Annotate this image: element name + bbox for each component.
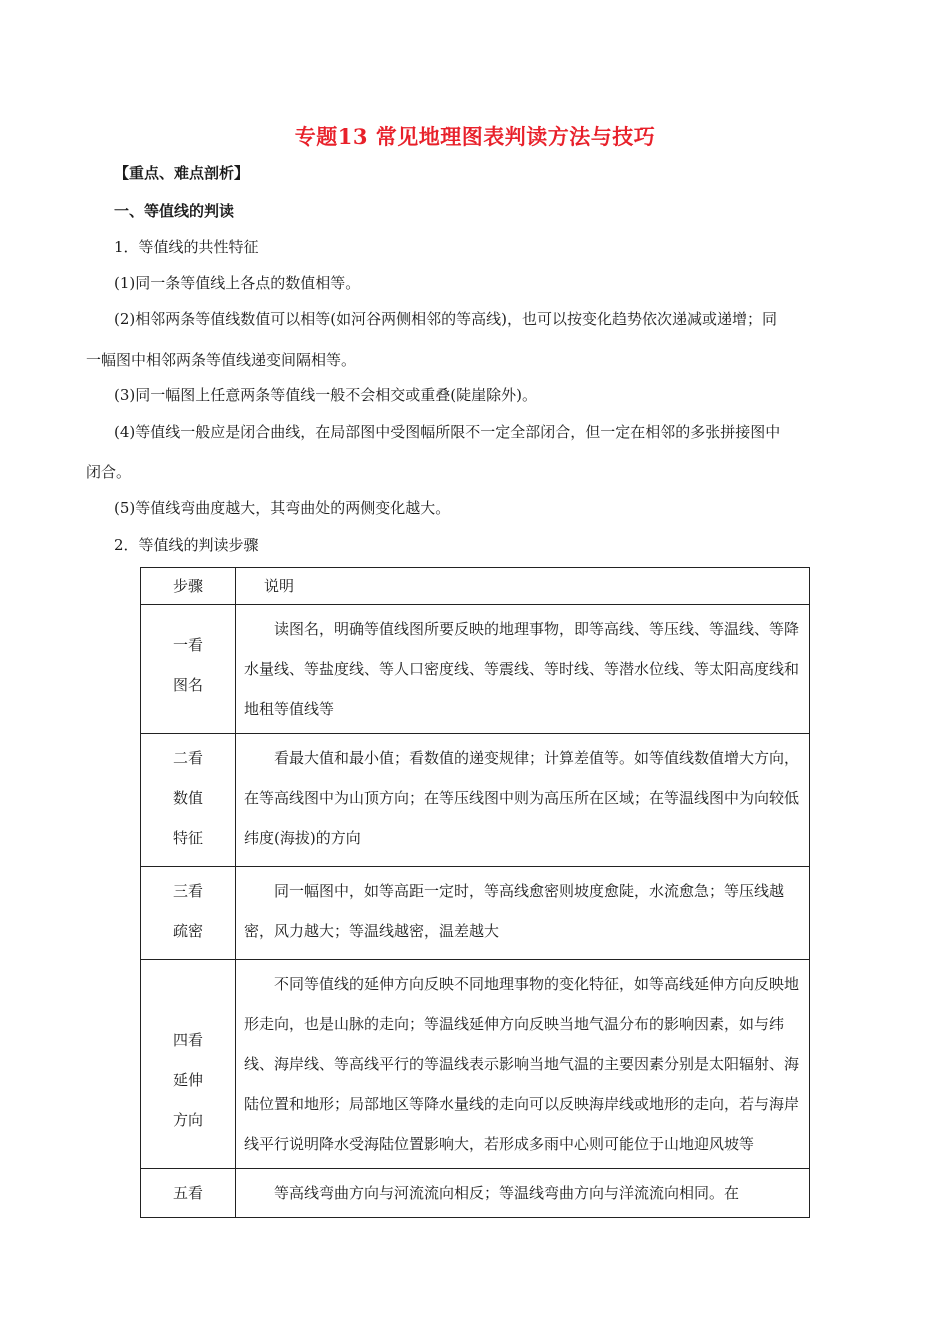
table-header-cell: 说明 [236, 568, 810, 605]
table-header-cell: 步骤 [141, 568, 236, 605]
table-row [141, 734, 810, 867]
desc-cell: 不同等值线的延伸方向反映不同地理事物的变化特征，如等高线延伸方向反映地形走向，也是山脉的走向；等温线延伸方向反映当地气温分布的影响因素，如与纬线、海岸线、等高线平行的等温线表示影响当地气温的主要因素分别是太阳辐射、海陆位置和地形；局部地区等降水量线的走向可以反映海岸线或地形的走向，若与海岸线平行说明降水受海陆位置影响大，若形成多雨中心则可能位于山地迎风坡等 [236, 960, 810, 1169]
table-header-row [141, 568, 810, 605]
step-label: 疏密 [172, 922, 203, 940]
table-row [141, 1169, 810, 1218]
table-row [141, 867, 810, 960]
feature-line: (5)等值线弯曲度越大，其弯曲处的两侧变化越大。 [114, 499, 451, 517]
step-label: 特征 [172, 829, 203, 847]
page-title: 专题13 常见地理图表判读方法与技巧 [294, 124, 656, 149]
step-label: 数值 [172, 789, 203, 807]
feature-line: (3)同一幅图上任意两条等值线一般不会相交或重叠(陡崖除外)。 [114, 386, 537, 404]
section-label: 【重点、难点剖析】 [114, 164, 250, 182]
step-label: 五看 [172, 1184, 203, 1202]
step-label: 延伸 [172, 1071, 203, 1089]
steps-table [140, 567, 810, 1218]
step-label: 三看 [172, 882, 203, 900]
step-cell [141, 605, 236, 734]
desc-cell: 等高线弯曲方向与河流流向相反；等温线弯曲方向与洋流流向相同。在 [236, 1169, 810, 1218]
step-cell [141, 734, 236, 867]
feature-line: 闭合。 [86, 463, 132, 481]
desc-cell: 同一幅图中，如等高距一定时，等高线愈密则坡度愈陡，水流愈急；等压线越密，风力越大；等温线越密，温差越大 [236, 867, 810, 960]
subheading: 1．等值线的共性特征 [114, 238, 259, 256]
step-label: 图名 [172, 676, 203, 694]
table-row [141, 605, 810, 734]
step-label: 四看 [172, 1031, 203, 1049]
step-cell [141, 1169, 236, 1218]
feature-line: (2)相邻两条等值线数值可以相等(如河谷两侧相邻的等高线)，也可以按变化趋势依次递减或递增；同 [114, 310, 777, 328]
desc-cell: 看最大值和最小值；看数值的递变规律；计算差值等。如等值线数值增大方向，在等高线图中为山顶方向；在等压线图中则为高压所在区域；在等温线图中为向较低纬度(海拔)的方向 [236, 734, 810, 867]
feature-line: (4)等值线一般应是闭合曲线，在局部图中受图幅所限不一定全部闭合，但一定在相邻的多张拼接图中 [114, 423, 781, 441]
table-row [141, 960, 810, 1169]
desc-cell: 读图名，明确等值线图所要反映的地理事物，即等高线、等压线、等温线、等降水量线、等盐度线、等人口密度线、等震线、等时线、等潜水位线、等太阳高度线和地租等值线等 [236, 605, 810, 734]
step-cell [141, 867, 236, 960]
step-cell [141, 960, 236, 1169]
step-label: 一看 [172, 636, 203, 654]
part-heading: 一、等值线的判读 [114, 202, 235, 220]
feature-line: (1)同一条等值线上各点的数值相等。 [114, 274, 361, 292]
subheading: 2．等值线的判读步骤 [114, 536, 259, 554]
step-label: 二看 [172, 749, 203, 767]
step-label: 方向 [172, 1111, 203, 1129]
feature-line: 一幅图中相邻两条等值线递变间隔相等。 [86, 351, 357, 369]
